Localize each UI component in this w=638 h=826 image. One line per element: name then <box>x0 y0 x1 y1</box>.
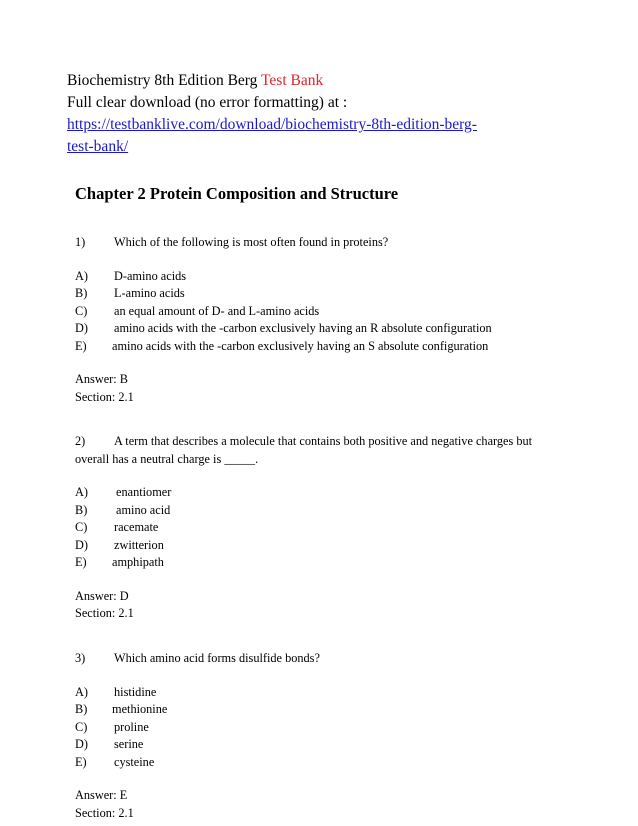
option-text: cysteine <box>114 754 155 769</box>
option-label: B) <box>75 702 88 716</box>
title-black: Biochemistry 8th Edition Berg <box>67 72 258 89</box>
question-stem <box>75 433 575 451</box>
option-label: C) <box>75 303 88 318</box>
option-b <box>75 701 575 719</box>
header <box>67 70 607 158</box>
option-text: amino acids with the -carbon exclusively having an R absolute configuration <box>114 321 492 335</box>
section: Section: 2.1 <box>75 606 134 620</box>
question-text: A term that describes a molecule that contains both positive and negative charges but <box>114 434 533 448</box>
question-text: Which of the following is most often found in proteins? <box>114 235 389 249</box>
option-text: L-amino acids <box>114 286 185 300</box>
option-label: C) <box>75 520 88 534</box>
option-label: A) <box>75 268 88 283</box>
option-a <box>75 684 575 702</box>
option-e <box>75 554 575 572</box>
option-text: racemate <box>114 520 159 534</box>
option-d <box>75 537 575 555</box>
option-text: D-amino acids <box>114 268 187 283</box>
download-link-line2[interactable]: test-bank/ <box>67 138 129 155</box>
option-label: D) <box>75 537 88 552</box>
option-c <box>75 303 575 321</box>
option-text: proline <box>114 719 149 734</box>
answer: Answer: D <box>75 588 129 603</box>
option-b <box>75 285 575 303</box>
question-number: 3) <box>75 651 86 665</box>
question-number: 1) <box>75 235 86 249</box>
option-text: amphipath <box>112 555 164 569</box>
option-text: zwitterion <box>114 537 164 552</box>
download-note: Full clear download (no error formatting) at : <box>67 94 348 111</box>
option-label: A) <box>75 684 88 699</box>
option-text: amino acid <box>116 502 171 517</box>
title-red: Test Bank <box>261 72 324 89</box>
option-text: methionine <box>112 702 168 716</box>
option-label: A) <box>75 485 88 499</box>
option-c <box>75 519 575 537</box>
option-b <box>75 502 575 520</box>
option-d <box>75 320 575 338</box>
section: Section: 2.1 <box>75 805 134 820</box>
option-a <box>75 268 575 286</box>
option-label: B) <box>75 286 88 300</box>
option-e <box>75 338 575 356</box>
option-a <box>75 484 575 502</box>
question-stem <box>75 650 575 668</box>
document-title <box>67 70 607 92</box>
option-text: an equal amount of D- and L-amino acids <box>114 303 320 318</box>
question-text: Which amino acid forms disulfide bonds? <box>114 651 320 665</box>
option-text: enantiomer <box>116 485 172 499</box>
option-label: D) <box>75 737 88 751</box>
question-2 <box>75 433 575 623</box>
option-text: amino acids with the -carbon exclusively having an S absolute configuration <box>112 338 489 353</box>
question-stem <box>75 234 575 252</box>
option-label: D) <box>75 321 88 335</box>
option-text: histidine <box>114 684 157 699</box>
question-3 <box>75 650 575 822</box>
option-e <box>75 754 575 772</box>
chapter-title: Chapter 2 Protein Composition and Structure <box>75 184 399 203</box>
question-1 <box>75 234 575 406</box>
option-label: E) <box>75 555 87 569</box>
answer: Answer: B <box>75 372 128 386</box>
option-label: E) <box>75 338 87 353</box>
answer: Answer: E <box>75 788 128 802</box>
option-text: serine <box>114 737 144 751</box>
question-text-cont: overall has a neutral charge is _____. <box>75 451 259 466</box>
download-link-line1[interactable]: https://testbanklive.com/download/biochemistry-8th-edition-berg- <box>67 116 477 133</box>
option-label: B) <box>75 502 88 517</box>
section: Section: 2.1 <box>75 389 134 404</box>
option-label: C) <box>75 719 88 734</box>
option-d <box>75 736 575 754</box>
option-label: E) <box>75 754 87 769</box>
question-number: 2) <box>75 434 86 448</box>
option-c <box>75 719 575 737</box>
